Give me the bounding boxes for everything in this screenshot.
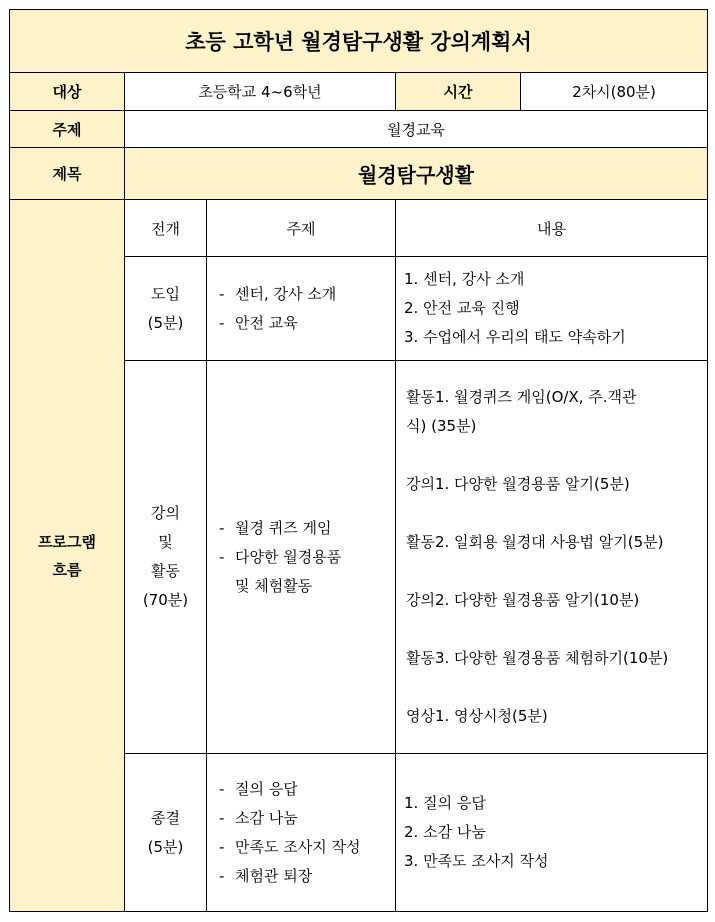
main-topics [207, 361, 396, 754]
closing-content-item: 2. 소감 나눔 [404, 823, 486, 841]
activity-line: 활동3. 다양한 월경용품 체험하기(10분) [406, 649, 669, 667]
intro-content-item: 2. 안전 교육 진행 [404, 299, 520, 317]
intro-content-item: 3. 수업에서 우리의 태도 약속하기 [404, 328, 626, 346]
program-label-line1: 프로그램 [38, 532, 96, 551]
main-stage-line3: 활동 [151, 562, 180, 580]
time-value: 2차시(80분) [521, 73, 708, 111]
closing-topic-item: - 만족도 조사지 작성 [219, 833, 389, 862]
intro-contents [396, 257, 708, 361]
target-value: 초등학교 4~6학년 [125, 73, 396, 111]
closing-topics [207, 754, 396, 912]
activity-line: 활동1. 월경퀴즈 게임(O/X, 주.객관 [406, 388, 637, 406]
activity-line: 강의2. 다양한 월경용품 알기(10분) [406, 591, 640, 609]
header-content: 내용 [396, 200, 708, 257]
subject-value: 월경탐구생활 [125, 148, 708, 200]
main-activities [396, 361, 708, 754]
closing-content-item: 1. 질의 응답 [404, 794, 486, 812]
main-stage-duration: (70분) [142, 591, 189, 609]
main-stage [125, 361, 207, 754]
program-label-line2: 흐름 [52, 560, 82, 579]
main-topic-text: 다양한 월경용품 [235, 547, 342, 566]
main-topic-item: - 월경 퀴즈 게임 [219, 514, 389, 543]
time-label: 시간 [396, 73, 521, 111]
theme-label: 주제 [10, 111, 125, 148]
intro-content-item: 1. 센터, 강사 소개 [404, 270, 525, 288]
intro-stage-name: 도입 [151, 284, 180, 303]
main-topic-continuation: 및 체험활동 [235, 576, 313, 595]
closing-topic-item: - 질의 응답 [219, 775, 389, 804]
theme-value: 월경교육 [125, 111, 708, 148]
closing-topic-item: - 체험관 퇴장 [219, 862, 389, 891]
closing-content-item: 3. 만족도 조사지 작성 [404, 852, 549, 870]
activity-line: 식) (35분) [406, 417, 477, 435]
main-stage-line1: 강의 [151, 504, 180, 522]
closing-topic-item: - 소감 나눔 [219, 804, 389, 833]
lecture-plan-table [9, 9, 708, 912]
intro-topic-item: - 센터, 강사 소개 [219, 280, 389, 309]
main-stage-line2: 및 [158, 533, 173, 551]
intro-stage-duration: (5분) [147, 313, 184, 332]
target-label: 대상 [10, 73, 125, 111]
closing-stage-duration: (5분) [147, 837, 184, 856]
intro-topic-item: - 안전 교육 [219, 309, 389, 338]
page-title: 초등 고학년 월경탐구생활 강의계획서 [10, 10, 708, 73]
program-flow-label [10, 200, 125, 912]
closing-stage-name: 종결 [151, 808, 180, 827]
activity-line: 영상1. 영상시청(5분) [406, 707, 548, 725]
closing-contents [396, 754, 708, 912]
header-topic: 주제 [207, 200, 396, 257]
header-stage: 전개 [125, 200, 207, 257]
closing-stage [125, 754, 207, 912]
activity-line: 강의1. 다양한 월경용품 알기(5분) [406, 475, 630, 493]
activity-line: 활동2. 일회용 월경대 사용법 알기(5분) [406, 533, 664, 551]
intro-topics [207, 257, 396, 361]
subject-label: 제목 [10, 148, 125, 200]
intro-stage [125, 257, 207, 361]
main-topic-item [219, 543, 389, 601]
